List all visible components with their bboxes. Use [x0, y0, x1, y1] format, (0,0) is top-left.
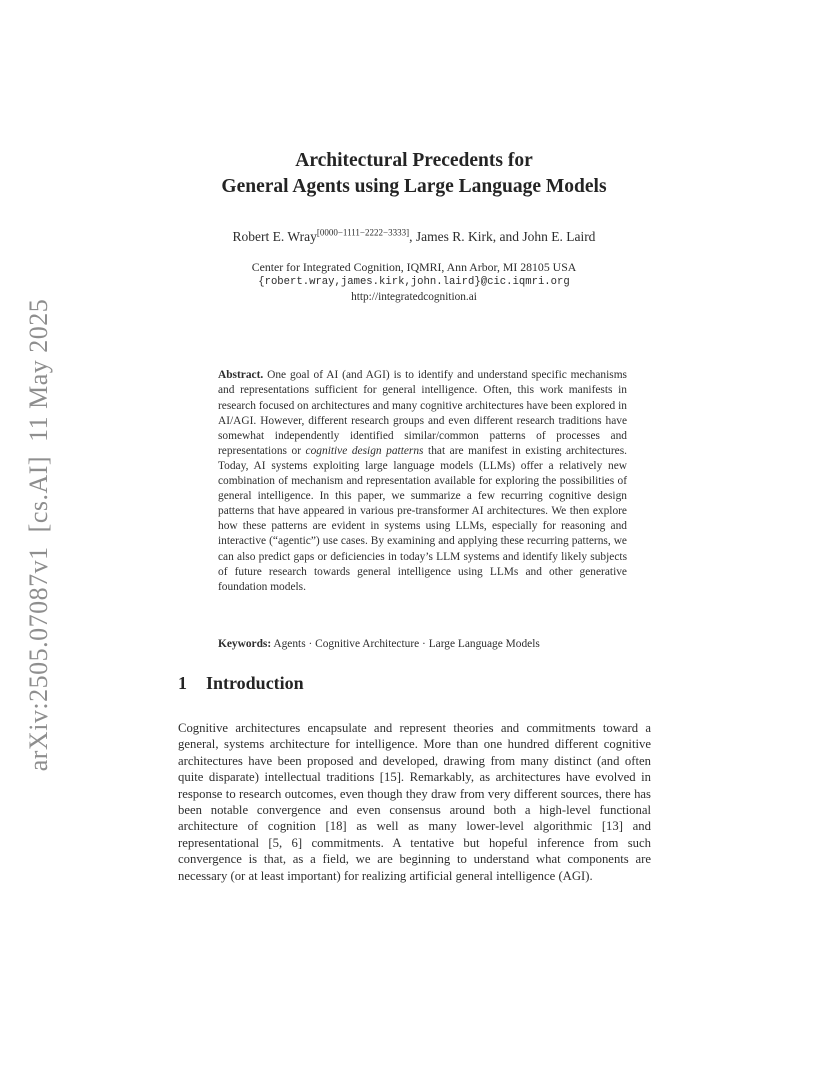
keywords-text: Agents · Cognitive Architecture · Large Language Models [271, 638, 540, 651]
affiliation-email: {robert.wray,james.kirk,john.laird}@cic.iqmri.org [258, 275, 570, 288]
arxiv-watermark-text: arXiv:2505.07087v1 [cs.AI] 11 May 2025 [24, 298, 53, 772]
abstract [218, 368, 627, 594]
orcid-superscript: [0000−1111−2222−3333] [316, 227, 410, 238]
section-heading-introduction [178, 673, 651, 694]
abstract-italic-phrase: cognitive design patterns [305, 444, 424, 457]
author-name-wray: Robert E. Wray [232, 229, 317, 244]
keywords-line [218, 638, 627, 650]
introduction-paragraph: Cognitive architectures encapsulate and represent theories and commitments toward a general, systems architecture for intelligence. More than one hundred different cognitive architectures have been proposed and developed, drawing from many distinct (and often quite disparate) intellectual traditions [15]. Remarkably, as architectures have evolved in response to research outcomes, even though they draw from very different sources, there has been notable convergence and even consensus around both a high-level functional architecture of cognition [18] as well as many lower-level algorithmic [13] and representational [5, 6] commitments. A tentative but hopeful inference from such convergence is that, as a field, we are beginning to understand what components are necessary (or at least important) for realizing artificial general intelligence (AGI). [178, 721, 651, 883]
affiliation-institution: Center for Integrated Cognition, IQMRI, Ann Arbor, MI 28105 USA [251, 260, 577, 274]
paper-title-line1: Architectural Precedents for [295, 150, 533, 171]
paper-title-line2: General Agents using Large Language Models [221, 176, 607, 197]
abstract-text-after-italic: that are manifest in existing architectures. Today, AI systems exploiting large language models (LLMs) offer a relatively new combination of mechanism and representation available for exploring the possibilities of general intelligence. In this paper, we summarize a few recurring cognitive design patterns that have appeared in various pre-transformer AI architectures. We then explore how these patterns are evident in systems using LLMs, especially for reasoning and interactive (“agentic”) use cases. By examining and applying these recurring patterns, we can also predict gaps or deficiencies in today’s LLM systems and identify likely subjects of future research towards general intelligence using LLMs and other generative foundation models. [218, 444, 627, 593]
abstract-text-before-italic: One goal of AI (and AGI) is to identify and understand specific mechanisms and representations sufficient for general intelligence. Often, this work manifests in research focused on architectures and many cognitive architectures have been explored in AI/AGI. However, different research groups and even different research traditions have somewhat independently identified similar/common patterns of processes and representations or [218, 369, 627, 457]
paper-title [0, 148, 828, 200]
affiliation-block [0, 260, 828, 304]
affiliation-website-url: http://integratedcognition.ai [351, 290, 477, 303]
keywords-label: Keywords: [218, 638, 272, 651]
author-line-rest: , James R. Kirk, and John E. Laird [409, 229, 596, 244]
section-number: 1 [178, 673, 187, 693]
section-title: Introduction [206, 673, 304, 693]
author-line [0, 229, 828, 245]
abstract-label: Abstract. [218, 369, 264, 382]
